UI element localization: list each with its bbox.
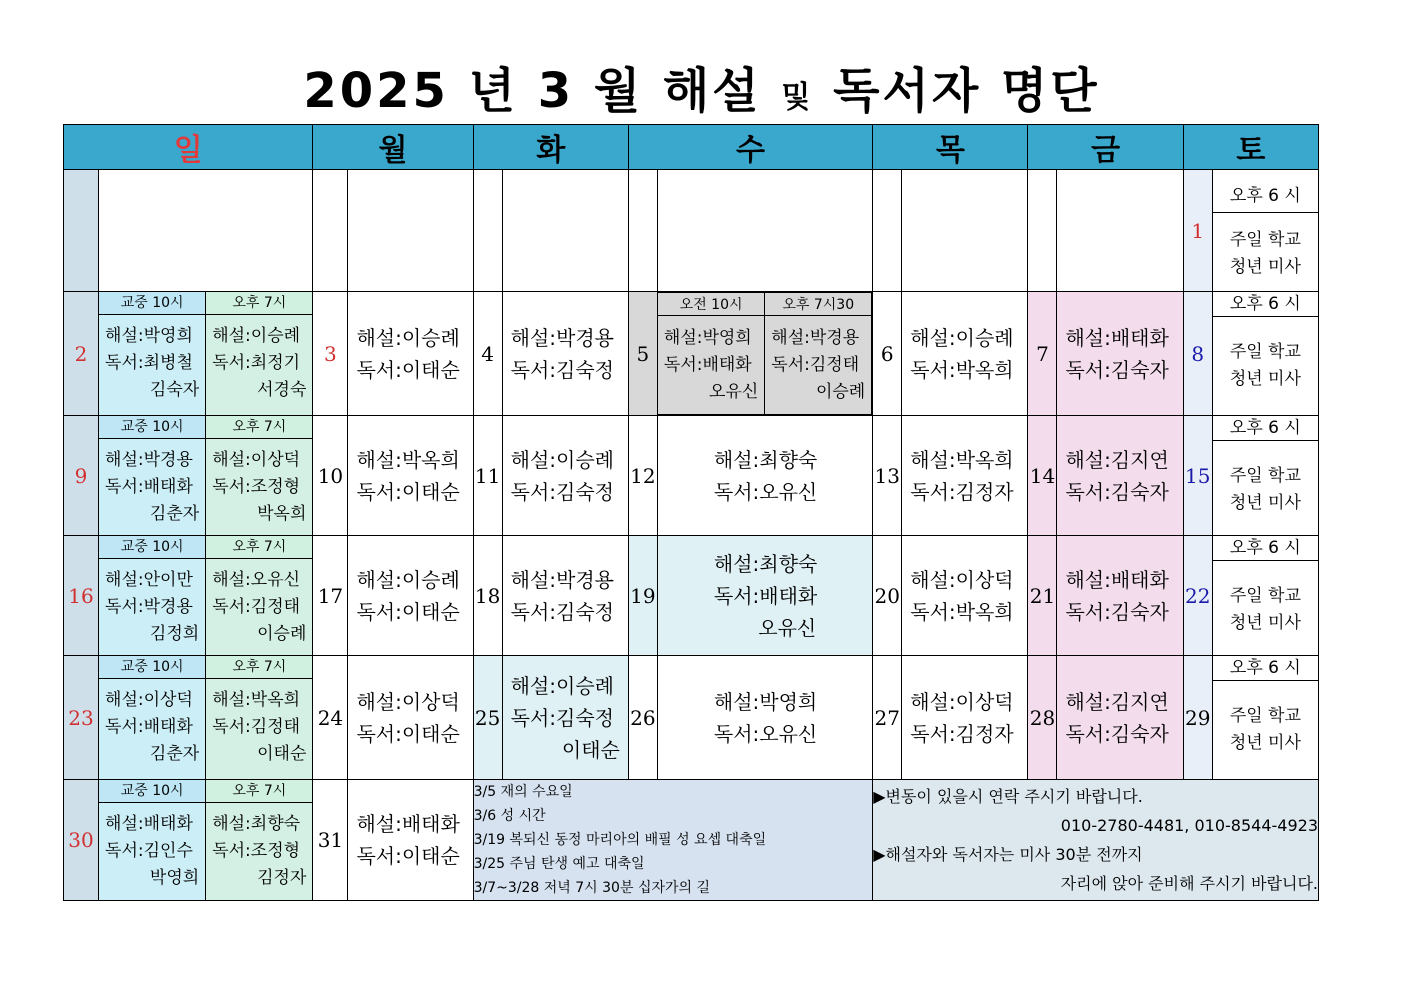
sun-pm-time: 오후 7시 (206, 656, 312, 679)
assignment-line: 독서:이태순 (356, 479, 460, 504)
assignment-line: 이태순 (561, 737, 620, 762)
weekday-header-row (64, 125, 1319, 170)
fri-assignment-cell (1057, 416, 1183, 536)
schedule-table (63, 124, 1319, 901)
sat-mass-cell (1212, 536, 1318, 656)
assignment-line: 해설:김지연 (1065, 447, 1169, 472)
sun-pm-cell (206, 780, 313, 901)
mon-assignment-cell (348, 536, 473, 656)
thu-day-number: 27 (873, 656, 902, 780)
assignment-line: 해설:배태화 (105, 814, 193, 834)
sat-line1: 주일 학교 (1229, 586, 1301, 606)
sun-am-cell (99, 536, 206, 656)
sat-time: 오후 6 시 (1213, 416, 1318, 441)
wed-pm-cell (765, 316, 872, 415)
wed-assignment-cell (657, 536, 872, 656)
sat-mass-cell (1212, 292, 1318, 416)
assignment-line: 독서:김인수 (105, 841, 193, 861)
contact-line: 010-2780-4481, 010-8544-4923 (1060, 816, 1318, 835)
sun-am-cell (99, 656, 206, 780)
assignment-line: 해설:박옥희 (212, 690, 301, 710)
sat-line2: 청년 미사 (1229, 369, 1301, 389)
assignment-line: 해설:이승례 (910, 325, 1014, 350)
assignment-line: 해설:이상덕 (910, 689, 1014, 714)
assignment-line: 독서:김숙자 (1065, 479, 1169, 504)
wed-assignment-cell (657, 292, 872, 416)
mon-day-number: 17 (313, 536, 348, 656)
assignment-line: 해설:최향숙 (713, 551, 818, 576)
sun-pm-cell (206, 416, 313, 536)
assignment-line: 해설:박영희 (713, 689, 818, 714)
assignment-line: 독서:김숙정 (510, 357, 614, 382)
assignment-line: 독서:이태순 (356, 844, 460, 868)
tue-assignment-cell (502, 292, 628, 416)
assignment-line: 해설:최향숙 (713, 447, 818, 472)
sun-am-time: 교중 10시 (99, 656, 205, 679)
sat-day-number: 29 (1183, 656, 1212, 780)
wed-day-cell (628, 170, 657, 292)
assignment-line: 해설:배태화 (1065, 567, 1169, 592)
week-row-4 (64, 536, 1319, 656)
assignment-line: 독서:김숙자 (1065, 721, 1169, 746)
assignment-line: 독서:김정태 (212, 597, 301, 617)
thu-empty (902, 170, 1028, 292)
week-row-1 (64, 170, 1319, 292)
assignment-line: 해설:박영희 (663, 327, 752, 348)
sat-line2: 청년 미사 (1229, 493, 1301, 513)
assignment-line: 해설:이상덕 (910, 567, 1014, 592)
assignment-line: 독서:오유신 (713, 479, 818, 504)
assignment-line: 김춘자 (149, 744, 200, 764)
assignment-line: 김춘자 (149, 504, 200, 524)
assignment-line: 독서:김숙자 (1065, 599, 1169, 624)
thu-assignment-cell (902, 656, 1028, 780)
sun-pm-time: 오후 7시 (206, 416, 312, 439)
sun-day-cell (64, 170, 99, 292)
mon-assignment-cell (348, 416, 473, 536)
sun-pm-time: 오후 7시 (206, 292, 312, 315)
assignment-line: 김정희 (149, 624, 200, 644)
assignment-line: 독서:김정자 (910, 479, 1014, 504)
sun-day-number: 23 (64, 656, 99, 780)
sun-day-number: 9 (64, 416, 99, 536)
wed-empty (657, 170, 872, 292)
thu-day-number: 6 (873, 292, 902, 416)
mon-assignment-cell (348, 292, 473, 416)
assignment-line: 독서:배태화 (105, 477, 193, 497)
tue-assignment-cell (502, 536, 628, 656)
week-row-6 (64, 780, 1319, 901)
assignment-line: 독서:배태화 (105, 717, 193, 737)
tue-assignment-cell (502, 656, 628, 780)
wed-pm-time: 오후 7시30 (765, 293, 872, 316)
sat-mass-cell (1212, 656, 1318, 780)
fri-day-number: 21 (1028, 536, 1057, 656)
mon-day-cell (313, 170, 348, 292)
assignment-line: 해설:박경용 (510, 567, 614, 592)
assignment-line: 해설:배태화 (356, 812, 460, 836)
sat-line2: 청년 미사 (1229, 733, 1301, 753)
sat-day-number: 8 (1183, 292, 1212, 416)
wed-day-number: 19 (628, 536, 657, 656)
thu-assignment-cell (902, 292, 1028, 416)
mon-day-number: 31 (313, 780, 348, 901)
tue-day-number: 4 (473, 292, 502, 416)
sun-am-cell (99, 416, 206, 536)
contact-line: ▶변동이 있을시 연락 주시기 바랍니다. (873, 787, 1143, 806)
assignment-line: 해설:이승례 (212, 326, 301, 346)
note-line: 3/25 주님 탄생 예고 대축일 (473, 856, 645, 872)
tue-empty (502, 170, 628, 292)
weekday-sun: 일 (64, 125, 313, 170)
sat-line1: 주일 학교 (1229, 466, 1301, 486)
fri-day-number: 7 (1028, 292, 1057, 416)
assignment-line: 해설:박옥희 (910, 447, 1014, 472)
assignment-line: 해설:박옥희 (356, 447, 460, 472)
assignment-line: 독서:박경용 (105, 597, 193, 617)
thu-day-number: 20 (873, 536, 902, 656)
tue-assignment-cell (502, 416, 628, 536)
sun-pm-time: 오후 7시 (206, 536, 312, 559)
assignment-line: 오유신 (709, 381, 759, 402)
sat-mass-cell (1212, 416, 1318, 536)
assignment-line: 해설:박영희 (105, 326, 193, 346)
tue-day-number: 25 (473, 656, 502, 780)
sat-time: 오후 6 시 (1213, 292, 1318, 317)
assignment-line: 해설:이상덕 (356, 689, 460, 714)
assignment-line: 해설:이승례 (510, 447, 614, 472)
sat-line2: 청년 미사 (1229, 613, 1301, 633)
assignment-line: 해설:박경용 (105, 450, 193, 470)
sun-am-time: 교중 10시 (99, 536, 205, 559)
assignment-line: 해설:박경용 (510, 325, 614, 350)
sun-empty (99, 170, 313, 292)
sun-pm-cell (206, 536, 313, 656)
wed-day-number: 12 (628, 416, 657, 536)
assignment-line: 독서:최정기 (212, 353, 301, 373)
assignment-line: 독서:이태순 (356, 357, 460, 382)
sun-am-time: 교중 10시 (99, 780, 205, 803)
assignment-line: 독서:김숙정 (510, 479, 614, 504)
assignment-line: 해설:이상덕 (105, 690, 193, 710)
wed-assignment-cell (657, 416, 872, 536)
assignment-line: 해설:최향숙 (212, 814, 301, 834)
assignment-line: 독서:김정태 (212, 717, 301, 737)
assignment-line: 독서:김정태 (771, 354, 860, 375)
fri-assignment-cell (1057, 656, 1183, 780)
assignment-line: 해설:박경용 (771, 327, 860, 348)
assignment-line: 해설:김지연 (1065, 689, 1169, 714)
sat-line1: 주일 학교 (1229, 229, 1301, 250)
sun-pm-cell (206, 292, 313, 416)
assignment-line: 해설:이승례 (356, 325, 460, 350)
fri-empty (1057, 170, 1183, 292)
assignment-line: 박영희 (149, 868, 200, 888)
sun-day-number: 30 (64, 780, 99, 901)
assignment-line: 서경숙 (257, 380, 307, 400)
tue-day-number: 18 (473, 536, 502, 656)
sat-time: 오후 6 시 (1213, 656, 1318, 681)
assignment-line: 독서:박옥희 (910, 357, 1014, 382)
assignment-line: 김숙자 (149, 380, 200, 400)
note-line: 3/19 복되신 동정 마리아의 배필 성 요셉 대축일 (473, 832, 767, 848)
assignment-line: 독서:이태순 (356, 721, 460, 746)
mon-assignment-cell (348, 780, 473, 901)
assignment-line: 이승례 (257, 624, 307, 644)
weekday-sat: 토 (1183, 125, 1318, 170)
assignment-line: 해설:이상덕 (212, 450, 301, 470)
mon-day-number: 10 (313, 416, 348, 536)
note-line: 3/5 재의 수요일 (473, 784, 573, 800)
fri-assignment-cell (1057, 292, 1183, 416)
sat-day-number: 15 (1183, 416, 1212, 536)
assignment-line: 이승례 (815, 381, 866, 402)
fri-assignment-cell (1057, 536, 1183, 656)
sat-line1: 주일 학교 (1229, 342, 1301, 362)
sat-mass-cell (1212, 170, 1318, 292)
assignment-line: 독서:최병철 (105, 353, 193, 373)
sun-pm-time: 오후 7시 (206, 780, 312, 803)
assignment-line: 오유신 (758, 615, 817, 640)
thu-day-cell (873, 170, 902, 292)
sun-am-cell (99, 292, 206, 416)
tue-day-cell (473, 170, 502, 292)
assignment-line: 독서:박옥희 (910, 599, 1014, 624)
assignment-line: 독서:배태화 (713, 583, 818, 608)
assignment-line: 박옥희 (257, 504, 307, 524)
assignment-line: 독서:김숙정 (510, 705, 614, 730)
contact-line: ▶해설자와 독서자는 미사 30분 전까지 (873, 845, 1143, 864)
fri-day-cell (1028, 170, 1057, 292)
sat-line2: 청년 미사 (1229, 256, 1301, 277)
title-main: 2025 년 3 월 해설 (303, 63, 762, 119)
sun-day-number: 2 (64, 292, 99, 416)
fri-day-number: 14 (1028, 416, 1057, 536)
assignment-line: 해설:안이만 (105, 570, 193, 590)
weekday-mon: 월 (313, 125, 473, 170)
mon-day-number: 24 (313, 656, 348, 780)
weekday-tue: 화 (473, 125, 628, 170)
sun-am-time: 교중 10시 (99, 416, 205, 439)
fri-day-number: 28 (1028, 656, 1057, 780)
assignment-line: 독서:조정형 (212, 477, 301, 497)
assignment-line: 해설:이승례 (356, 567, 460, 592)
weekday-fri: 금 (1028, 125, 1183, 170)
sun-day-number: 16 (64, 536, 99, 656)
wed-assignment-cell (657, 656, 872, 780)
wed-am-time: 오전 10시 (658, 293, 765, 316)
contact-cell (873, 780, 1319, 901)
sat-time: 오후 6 시 (1213, 181, 1318, 213)
note-line: 3/6 성 시간 (473, 808, 546, 824)
sun-am-time: 교중 10시 (99, 292, 205, 315)
sun-am-cell (99, 780, 206, 901)
week-row-2 (64, 292, 1319, 416)
weekday-wed: 수 (628, 125, 872, 170)
wed-am-cell (658, 316, 765, 415)
sat-time: 오후 6 시 (1213, 536, 1318, 561)
title-tail: 독서자 명단 (833, 63, 1100, 119)
sun-pm-cell (206, 656, 313, 780)
wed-day-number: 5 (628, 292, 657, 416)
mon-assignment-cell (348, 656, 473, 780)
assignment-line: 해설:오유신 (212, 570, 301, 590)
assignment-line: 독서:배태화 (663, 354, 752, 375)
mon-day-number: 3 (313, 292, 348, 416)
wed-day-number: 26 (628, 656, 657, 780)
assignment-line: 독서:조정형 (212, 841, 301, 861)
weekday-thu: 목 (873, 125, 1028, 170)
thu-assignment-cell (902, 416, 1028, 536)
week-row-3 (64, 416, 1319, 536)
tue-day-number: 11 (473, 416, 502, 536)
notes-cell (473, 780, 873, 901)
assignment-line: 독서:김정자 (910, 721, 1014, 746)
title-conjunction: 및 (781, 80, 814, 115)
thu-assignment-cell (902, 536, 1028, 656)
sat-line1: 주일 학교 (1229, 706, 1301, 726)
assignment-line: 독서:이태순 (356, 599, 460, 624)
note-line: 3/7~3/28 저녁 7시 30분 십자가의 길 (473, 880, 711, 896)
assignment-line: 김정자 (257, 868, 307, 888)
sat-day-number: 22 (1183, 536, 1212, 656)
thu-day-number: 13 (873, 416, 902, 536)
assignment-line: 이태순 (257, 744, 307, 764)
page-title (0, 52, 1403, 121)
assignment-line: 독서:오유신 (713, 721, 818, 746)
sat-day-number: 1 (1183, 170, 1212, 292)
contact-line: 자리에 앉아 준비해 주시기 바랍니다. (1060, 874, 1318, 893)
assignment-line: 독서:김숙정 (510, 599, 614, 624)
assignment-line: 독서:김숙자 (1065, 357, 1169, 382)
assignment-line: 해설:이승례 (510, 673, 614, 698)
week-row-5 (64, 656, 1319, 780)
mon-empty (348, 170, 473, 292)
assignment-line: 해설:배태화 (1065, 325, 1169, 350)
